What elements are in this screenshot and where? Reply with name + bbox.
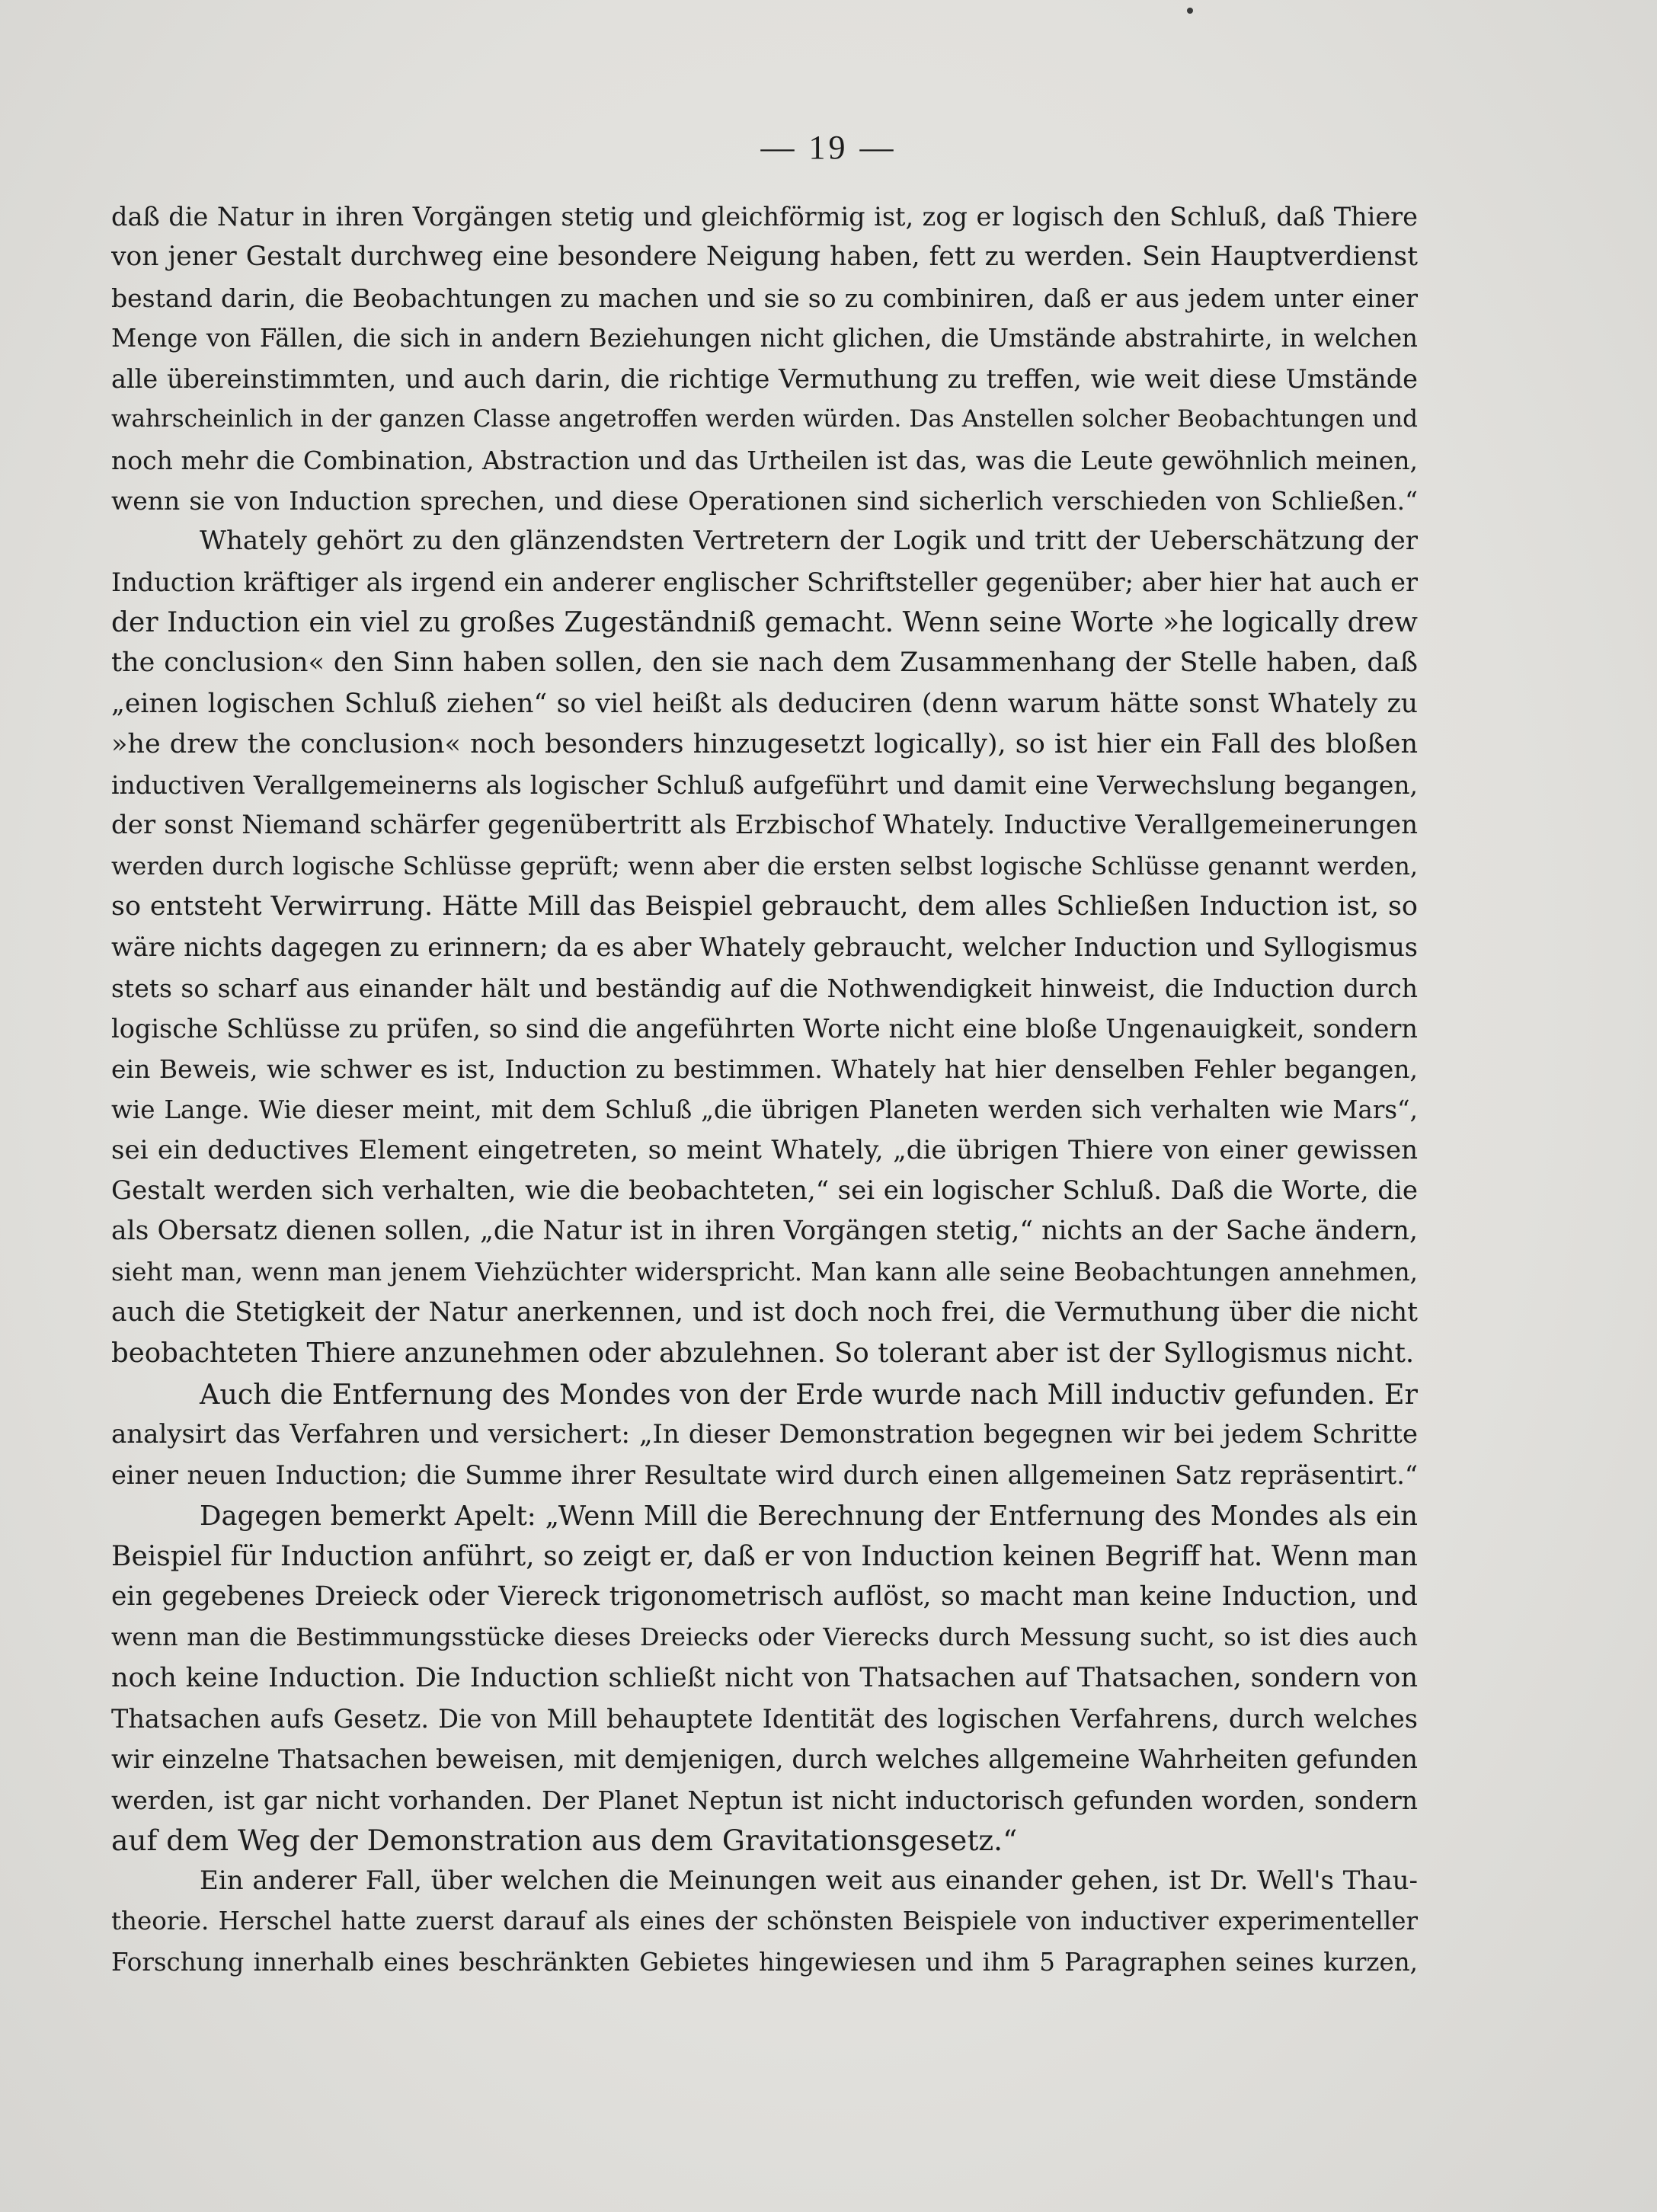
text-line: Beispiel für Induction anführt, so zeigt er, daß er von Induction keinen Begriff hat. Wenn man — [111, 1540, 1418, 1572]
text-line: werden, ist gar nicht vorhanden. Der Planet Neptun ist nicht inductorisch gefunden worden, sondern — [111, 1785, 1418, 1815]
text-line: sei ein deductives Element eingetreten, so meint Whately, „die übrigen Thiere von einer gewissen — [111, 1134, 1418, 1165]
text-line: der Induction ein viel zu großes Zugeständniß gemacht. Wenn seine Worte »he logically drew — [111, 606, 1418, 638]
text-line: sieht man, wenn man jenem Viehzüchter widerspricht. Man kann alle seine Beobachtungen annehmen, — [111, 1257, 1418, 1287]
text-line: wahrscheinlich in der ganzen Classe angetroffen werden würden. Das Anstellen solcher Beobachtungen und — [111, 405, 1418, 433]
text-line: Auch die Entfernung des Mondes von der Erde wurde nach Mill inductiv gefunden. Er — [200, 1377, 1418, 1411]
text-line: noch keine Induction. Die Induction schließt nicht von Thatsachen auf Thatsachen, sondern von — [111, 1662, 1418, 1693]
text-line: theorie. Herschel hatte zuerst darauf als eines der schönsten Beispiele von inductiver experimenteller — [111, 1907, 1418, 1936]
text-line: »he drew the conclusion« noch besonders hinzugesetzt logically), so ist hier ein Fall des bloßen — [111, 728, 1418, 759]
text-line: ein gegebenes Dreieck oder Viereck trigonometrisch auflöst, so macht man keine Induction, und — [111, 1581, 1418, 1613]
text-line: Menge von Fällen, die sich in andern Beziehungen nicht glichen, die Umstände abstrahirte, in welchen — [111, 323, 1418, 353]
text-line: beobachteten Thiere anzunehmen oder abzulehnen. So tolerant aber ist der Syllogismus nicht. — [111, 1338, 1415, 1370]
text-line: stets so scharf aus einander hält und beständig auf die Nothwendigkeit hinweist, die Induction durch — [111, 973, 1418, 1003]
text-line: Dagegen bemerkt Apelt: „Wenn Mill die Berechnung der Entfernung des Mondes als ein — [200, 1500, 1418, 1532]
text-line: „einen logischen Schluß ziehen“ so viel heißt als deduciren (denn warum hätte sonst Whately zu — [111, 688, 1418, 719]
ink-speck — [1187, 8, 1193, 14]
text-line: werden durch logische Schlüsse geprüft; wenn aber die ersten selbst logische Schlüsse genannt werden, — [111, 851, 1418, 881]
text-line: noch mehr die Combination, Abstraction und das Urtheilen ist das, was die Leute gewöhnlich meinen, — [111, 445, 1418, 475]
text-line: Induction kräftiger als irgend ein anderer englischer Schriftsteller gegenüber; aber hier hat auch er — [111, 567, 1418, 597]
text-line: the conclusion« den Sinn haben sollen, den sie nach dem Zusammenhang der Stelle haben, daß — [111, 647, 1418, 679]
text-line: auch die Stetigkeit der Natur anerkennen, und ist doch noch frei, die Vermuthung über die nicht — [111, 1297, 1418, 1328]
text-line: wäre nichts dagegen zu erinnern; da es aber Whately gebraucht, welcher Induction und Syllogismus — [111, 932, 1418, 963]
text-line: Thatsachen aufs Gesetz. Die von Mill behauptete Identität des logischen Verfahrens, durch welches — [111, 1703, 1418, 1734]
text-line: logische Schlüsse zu prüfen, so sind die angeführten Worte nicht eine bloße Ungenauigkeit, sondern — [111, 1013, 1418, 1044]
text-line: bestand darin, die Beobachtungen zu machen und sie so zu combiniren, daß er aus jedem unter einer — [111, 283, 1418, 313]
text-line: Gestalt werden sich verhalten, wie die beobachteten,“ sei ein logischer Schluß. Daß die Worte, die — [111, 1175, 1418, 1207]
text-line: auf dem Weg der Demonstration aus dem Gravitationsgesetz.“ — [111, 1823, 1018, 1857]
text-line: so entsteht Verwirrung. Hätte Mill das Beispiel gebraucht, dem alles Schließen Induction ist, so — [111, 891, 1418, 922]
text-line: Forschung innerhalb eines beschränkten Gebietes hingewiesen und ihm 5 Paragraphen seines kurzen, — [111, 1947, 1418, 1977]
text-line: von jener Gestalt durchweg eine besondere Neigung haben, fett zu werden. Sein Hauptverdienst — [111, 241, 1418, 273]
page-number: — 19 — — [760, 129, 897, 166]
text-line: alle übereinstimmten, und auch darin, die richtige Vermuthung zu treffen, wie weit diese Umstände — [111, 364, 1418, 395]
text-line: der sonst Niemand schärfer gegenübertritt als Erzbischof Whately. Inductive Verallgemeinerungen — [111, 810, 1418, 841]
text-line: Whately gehört zu den glänzendsten Vertretern der Logik und tritt der Ueberschätzung der — [200, 526, 1418, 557]
text-line: daß die Natur in ihren Vorgängen stetig und gleichförmig ist, zog er logisch den Schluß, daß Thiere — [111, 202, 1418, 232]
text-line: analysirt das Verfahren und versichert: „In dieser Demonstration begegnen wir bei jedem Schritte — [111, 1418, 1418, 1450]
text-line: wenn man die Bestimmungsstücke dieses Dreiecks oder Vierecks durch Messung sucht, so ist dies auch — [111, 1622, 1418, 1652]
body-text — [111, 197, 1418, 1983]
text-line: wie Lange. Wie dieser meint, mit dem Schluß „die übrigen Planeten werden sich verhalten wie Mars“, — [111, 1095, 1418, 1124]
text-line: wenn sie von Induction sprechen, und diese Operationen sind sicherlich verschieden von Schließen.“ — [111, 486, 1418, 516]
text-line: Ein anderer Fall, über welchen die Meinungen weit aus einander gehen, ist Dr. Well's Thau- — [200, 1865, 1418, 1897]
text-line: als Obersatz dienen sollen, „die Natur ist in ihren Vorgängen stetig,“ nichts an der Sache ändern, — [111, 1216, 1418, 1247]
text-line: inductiven Verallgemeinerns als logischer Schluß aufgeführt und damit eine Verwechslung begangen, — [111, 770, 1418, 801]
text-line: einer neuen Induction; die Summe ihrer Resultate wird durch einen allgemeinen Satz repräsentirt.“ — [111, 1460, 1418, 1491]
text-line: wir einzelne Thatsachen beweisen, mit demjenigen, durch welches allgemeine Wahrheiten gefunden — [111, 1744, 1418, 1775]
text-line: ein Beweis, wie schwer es ist, Induction zu bestimmen. Whately hat hier denselben Fehler begangen, — [111, 1054, 1418, 1085]
